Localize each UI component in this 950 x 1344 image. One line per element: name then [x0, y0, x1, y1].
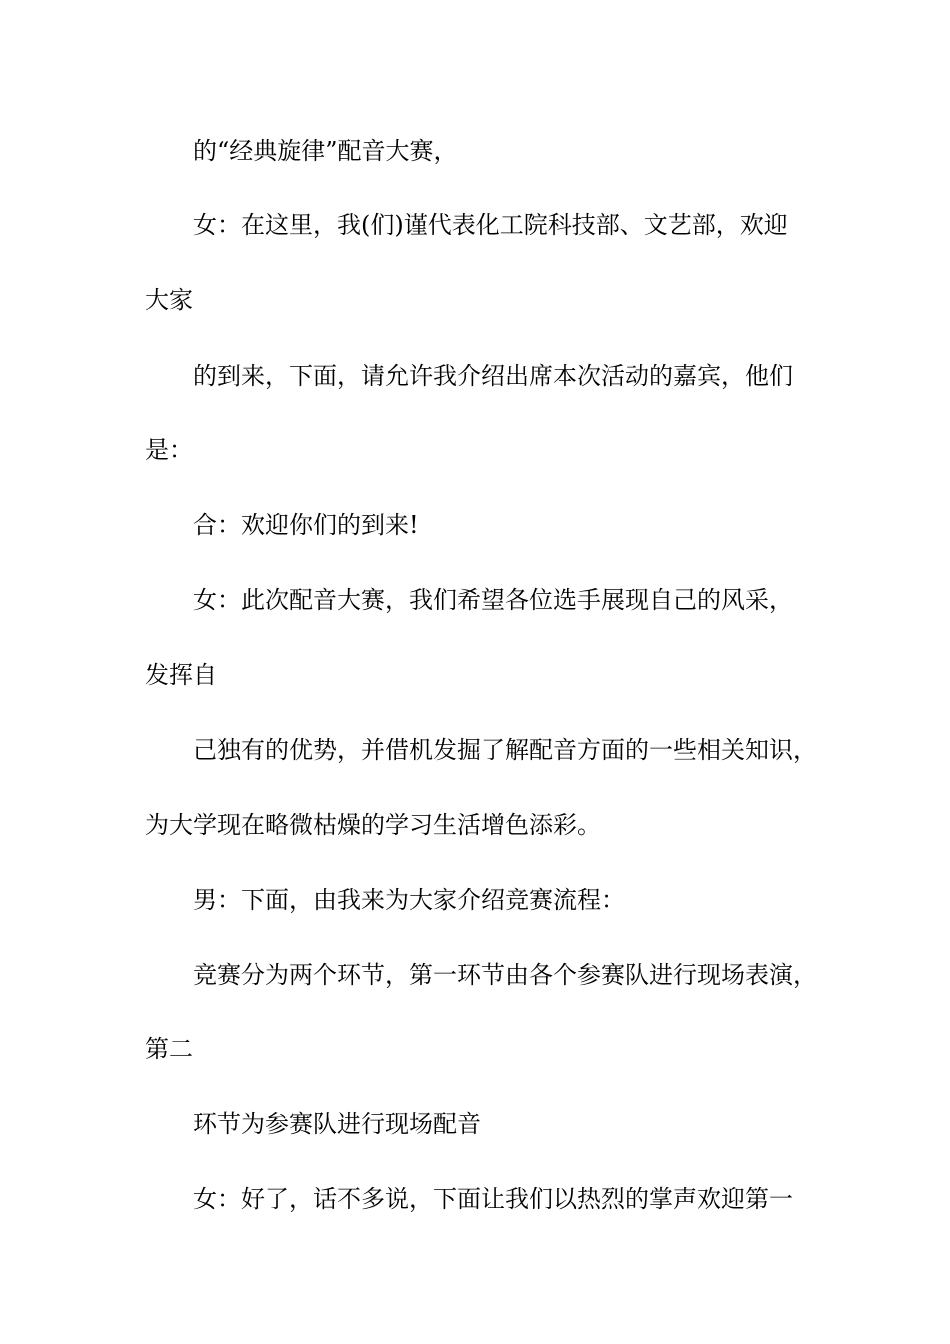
- text-line: 男：下面，由我来为大家介绍竞赛流程：: [193, 886, 625, 914]
- text-line: 的到来，下面，请允许我介绍出席本次活动的嘉宾，他们: [193, 362, 793, 390]
- text-line: 第二: [145, 1035, 193, 1063]
- text-line: 为大学现在略微枯燥的学习生活增色添彩。: [145, 811, 601, 839]
- text-line: 竞赛分为两个环节，第一环节由各个参赛队进行现场表演，: [193, 961, 817, 989]
- text-line: 女：在这里，我(们)谨代表化工院科技部、文艺部，欢迎: [193, 211, 788, 239]
- text-line: 发挥自: [145, 661, 217, 689]
- text-line: 是：: [145, 436, 193, 464]
- text-line: 己独有的优势，并借机发掘了解配音方面的一些相关知识，: [193, 736, 817, 764]
- text-line: 女：好了，话不多说，下面让我们以热烈的掌声欢迎第一: [193, 1185, 793, 1213]
- text-line: 合：欢迎你们的到来!: [193, 511, 419, 539]
- text-line: 环节为参赛队进行现场配音: [193, 1110, 481, 1138]
- text-line: 的“经典旋律”配音大赛，: [193, 137, 458, 165]
- text-line: 大家: [145, 286, 193, 314]
- text-line: 女：此次配音大赛，我们希望各位选手展现自己的风采，: [193, 586, 793, 614]
